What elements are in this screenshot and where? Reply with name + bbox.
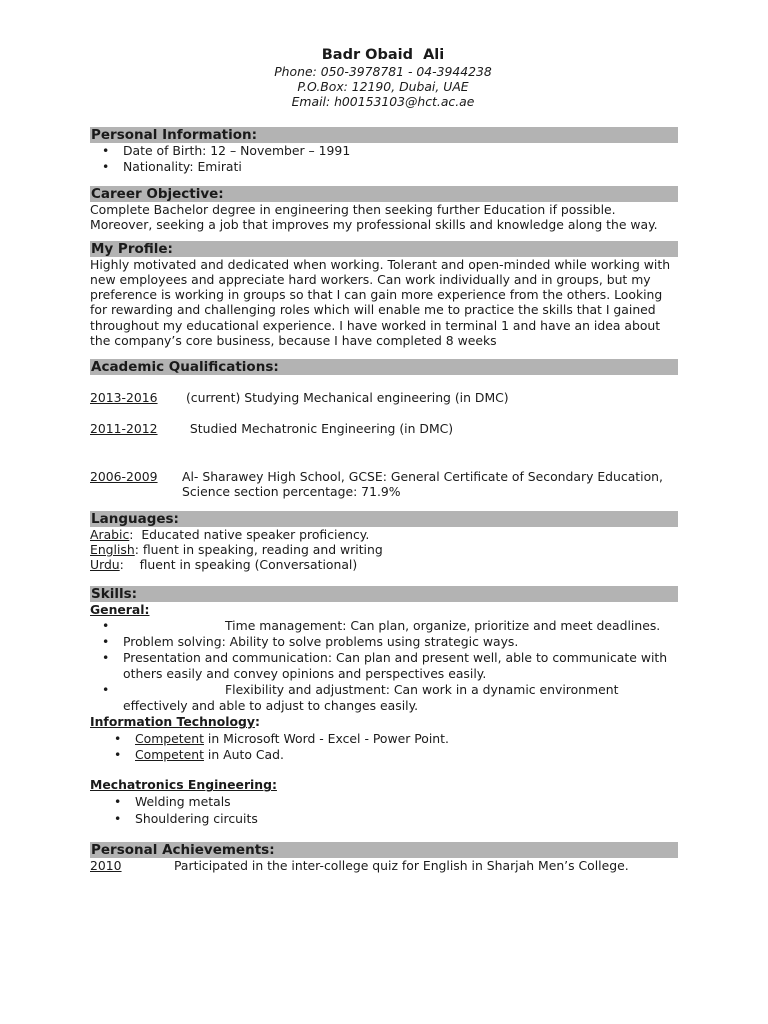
- language-name: English: [90, 541, 135, 557]
- language-level: : fluent in speaking (Conversational): [119, 557, 358, 573]
- general-skills-heading: General:: [90, 602, 150, 618]
- list-item: [90, 618, 678, 634]
- qualification-row: [90, 421, 678, 436]
- email-line: Email: h00153103@hct.ac.ae: [291, 94, 475, 109]
- language-row: [90, 557, 678, 572]
- skill-text: in Auto Cad.: [203, 747, 284, 763]
- list-item: • Presentation and communication: Can plan and present well, able to communicate with others easily and convey opinions and perspectives easily.: [90, 650, 678, 682]
- list-item: • Date of Birth: 12 – November – 1991: [90, 143, 678, 159]
- qualification-row: [90, 390, 678, 405]
- list-item: • Welding metals: [90, 793, 678, 810]
- career-objective-text: Complete Bachelor degree in engineering then seeking further Education if possible. Moreover, seeking a job that improves my professional skills and knowledge along the way.: [90, 202, 658, 233]
- section-career-objective: Career Objective:: [90, 186, 678, 202]
- qualification-text: Studied Mechatronic Engineering (in DMC): [182, 420, 454, 436]
- qualification-years: 2013-2016: [90, 390, 158, 406]
- personal-info-list: [90, 143, 678, 175]
- section-skills: Skills:: [90, 586, 678, 602]
- language-level: : Educated native speaker proficiency.: [129, 526, 370, 542]
- mechatronics-skills-heading: Mechatronics Engineering:: [90, 777, 277, 793]
- skill-keyword: Competent: [135, 747, 204, 763]
- language-level: : fluent in speaking, reading and writing: [134, 541, 383, 557]
- language-name: Urdu: [90, 557, 120, 573]
- section-academic-qualifications: Academic Qualifications:: [90, 359, 678, 375]
- language-row: [90, 542, 678, 557]
- resume-header: [88, 46, 678, 109]
- section-personal-information: Personal Information:: [90, 127, 678, 143]
- achievement-row: [90, 858, 678, 873]
- list-item: [90, 747, 678, 763]
- qualification-text: Al- Sharawey High School, GCSE: General Certificate of Secondary Education, Science section percentage: 71.9%: [182, 468, 663, 500]
- section-languages: Languages:: [90, 511, 678, 527]
- list-item: [90, 731, 678, 747]
- profile-text: Highly motivated and dedicated when working. Tolerant and open-minded while working with new employees and appreciate hard workers. Can work individually and in groups, but my preference is working in groups so that I can gain more experience from the others. Looking for rewarding and challenging roles which will enable me to practice the skills that I gained throughout my educational experience. I have worked in terminal 1 and have an idea about the company’s core business, because I have completed 8 weeks: [90, 256, 671, 349]
- section-personal-achievements: Personal Achievements:: [90, 842, 678, 858]
- it-skills-colon: :: [254, 714, 260, 730]
- achievement-text: Participated in the inter-college quiz for English in Sharjah Men’s College.: [174, 858, 629, 874]
- it-skills-list: [90, 731, 678, 763]
- qualification-row: [90, 469, 678, 500]
- phone-line: Phone: 050-3978781 - 04-3944238: [274, 64, 492, 79]
- qualification-years: 2006-2009: [90, 468, 158, 484]
- mechatronics-skills-list: [90, 793, 678, 827]
- general-skills-list: [90, 618, 678, 714]
- qualification-years: 2011-2012: [90, 420, 158, 436]
- it-skills-heading: [90, 714, 678, 729]
- pobox-line: P.O.Box: 12190, Dubai, UAE: [297, 79, 469, 94]
- achievement-year: 2010: [90, 858, 122, 874]
- candidate-name: Badr Obaid Ali: [321, 47, 445, 63]
- list-item: [90, 682, 678, 714]
- language-row: [90, 527, 678, 542]
- qualification-text: (current) Studying Mechanical engineering (in DMC): [182, 390, 509, 406]
- resume-page: [90, 46, 678, 874]
- skill-text: Time management: Can plan, organize, prioritize and meet deadlines.: [225, 618, 661, 634]
- section-my-profile: My Profile:: [90, 241, 678, 257]
- skill-text: in Microsoft Word - Excel - Power Point.: [203, 731, 449, 747]
- list-item: • Nationality: Emirati: [90, 159, 678, 175]
- language-name: Arabic: [90, 526, 130, 542]
- list-item: • Problem solving: Ability to solve problems using strategic ways.: [90, 634, 678, 650]
- list-item: • Shouldering circuits: [90, 810, 678, 827]
- skill-text: Flexibility and adjustment: Can work in a dynamic environment effectively and able to adjust to changes easily.: [123, 682, 619, 714]
- skill-keyword: Competent: [135, 731, 204, 747]
- it-skills-label: Information Technology: [90, 714, 255, 730]
